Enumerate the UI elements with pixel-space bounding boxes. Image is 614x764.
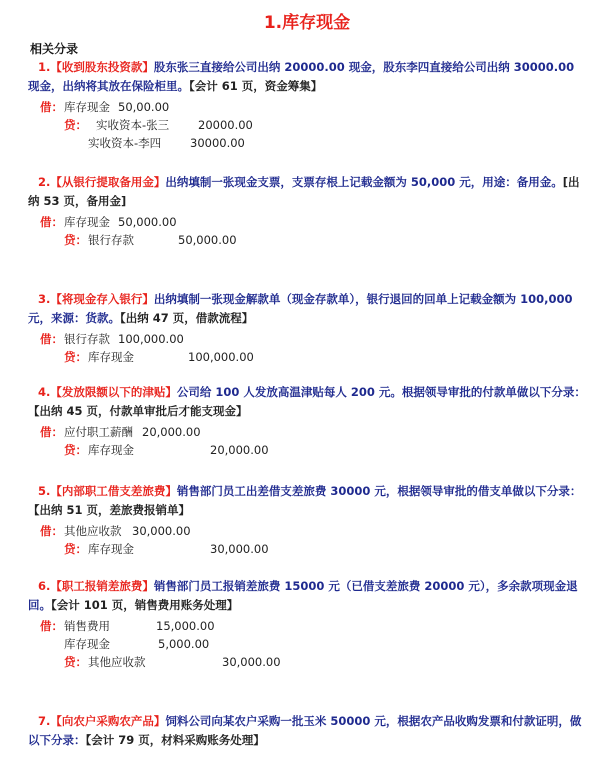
entry-reference: 【会计 61 页，资金筹集】 (189, 79, 323, 93)
debit-label: 借： (40, 425, 63, 439)
entry-7 (28, 712, 588, 750)
account-name: 库存现金 (88, 350, 134, 364)
entry-text: 销售部门员工出差借支差旅费 30000 元，根据领导审批的借支单做以下分录： (176, 484, 582, 498)
journal-line (28, 423, 588, 441)
entry-text: 股东张三直接给公司出纳 20000.00 现金，股东李四直接给公司出纳 30000.00 现金，出纳将其放在保险柜里。 (28, 60, 575, 93)
entry-reference: 【出纳 47 页，借款流程】 (120, 311, 254, 325)
entry-4 (28, 383, 588, 459)
entry-text: 出纳填制一张现金支票，支票存根上记载金额为 50,000 元，用途：备用金。 (165, 175, 563, 189)
account-name: 库存现金 (88, 542, 134, 556)
account-name: 库存现金 (88, 443, 134, 457)
debit-label: 借： (40, 332, 63, 346)
entry-1 (28, 58, 588, 152)
amount: 100,000.00 (118, 332, 184, 346)
entry-3 (28, 290, 588, 366)
journal-line (28, 617, 588, 635)
entry-7-description (28, 712, 588, 750)
entry-tag: 【向农户采购农产品】 (50, 714, 166, 728)
credit-label: 贷： (64, 233, 87, 247)
debit-label: 借： (40, 100, 63, 114)
journal-line (28, 98, 588, 116)
entry-text: 公司给 100 人发放高温津贴每人 200 元。根据领导审批的付款单做以下分录： (176, 385, 586, 399)
amount: 5,000.00 (158, 637, 210, 651)
credit-label: 贷： (64, 350, 87, 364)
amount: 50,000.00 (178, 233, 237, 247)
debit-label: 借： (40, 215, 63, 229)
entry-3-description (28, 290, 588, 328)
entry-number: 6. (38, 579, 51, 593)
amount: 15,000.00 (156, 619, 215, 633)
journal-line (28, 441, 588, 459)
entry-reference: 【会计 101 页，销售费用账务处理】 (51, 598, 239, 612)
page-title: 1.库存现金 (263, 13, 351, 33)
entry-6 (28, 577, 588, 671)
account-name: 销售费用 (64, 619, 110, 633)
journal-line (28, 348, 588, 366)
amount: 30000.00 (190, 136, 245, 150)
account-name: 实收资本-李四 (88, 136, 162, 150)
credit-label: 贷： (64, 118, 87, 132)
amount: 100,000.00 (188, 350, 254, 364)
journal-line (28, 134, 588, 152)
entry-tag: 【收到股东投资款】 (50, 60, 154, 74)
entry-number: 5. (38, 484, 51, 498)
amount: 30,000.00 (210, 542, 269, 556)
journal-line (28, 213, 588, 231)
entry-4-description (28, 383, 588, 421)
account-name: 银行存款 (64, 332, 110, 346)
account-name: 实收资本-张三 (96, 118, 170, 132)
entry-tag: 【发放限额以下的津贴】 (50, 385, 177, 399)
entry-number: 7. (38, 714, 51, 728)
entry-reference: 【出纳 45 页，付款单审批后才能支现金】 (28, 404, 248, 418)
debit-label: 借： (40, 524, 63, 538)
entry-reference: [出纳 53 页，备用金] (28, 175, 580, 208)
credit-label: 贷： (64, 655, 87, 669)
account-name: 库存现金 (64, 637, 110, 651)
credit-label: 贷： (64, 443, 87, 457)
amount: 20,000.00 (210, 443, 269, 457)
amount: 20,000.00 (142, 425, 201, 439)
journal-line (28, 522, 588, 540)
account-name: 其他应收款 (88, 655, 146, 669)
journal-line (28, 653, 588, 671)
account-name: 应付职工薪酬 (64, 425, 133, 439)
journal-line (28, 231, 588, 249)
account-name: 其他应收款 (64, 524, 122, 538)
amount: 20000.00 (198, 118, 253, 132)
journal-line (28, 540, 588, 558)
account-name: 库存现金 (64, 215, 110, 229)
amount: 50,00.00 (118, 100, 170, 114)
entry-6-description (28, 577, 588, 615)
entry-2 (28, 173, 588, 249)
amount: 50,000.00 (118, 215, 177, 229)
journal-line (28, 635, 588, 653)
entry-5 (28, 482, 588, 558)
journal-line (28, 330, 588, 348)
account-name: 银行存款 (88, 233, 134, 247)
entry-reference: 【出纳 51 页，差旅费报销单】 (28, 503, 191, 517)
entry-5-description (28, 482, 588, 520)
entry-2-description (28, 173, 588, 211)
entry-number: 4. (38, 385, 51, 399)
entry-text: 饲料公司向某农户采购一批玉米 50000 元，根据农产品收购发票和付款证明，做以下分录： (28, 714, 582, 747)
entry-tag: 【内部职工借支差旅费】 (50, 484, 177, 498)
entry-tag: 【将现金存入银行】 (50, 292, 154, 306)
entry-reference: 【会计 79 页，材料采购账务处理】 (85, 733, 265, 747)
amount: 30,000.00 (132, 524, 191, 538)
entry-text: 出纳填制一张现金解款单（现金存款单），银行退回的回单上记载金额为 100,000 元，来源：货款。 (28, 292, 573, 325)
debit-label: 借： (40, 619, 63, 633)
entry-tag: 【从银行提取备用金】 (50, 175, 166, 189)
section-label: 相关分录 (30, 42, 79, 56)
account-name: 库存现金 (64, 100, 110, 114)
entry-number: 3. (38, 292, 51, 306)
entry-text: 销售部门员工报销差旅费 15000 元（已借支差旅费 20000 元），多余款项现金退回。 (28, 579, 578, 612)
journal-line (28, 116, 588, 134)
entry-number: 1. (38, 60, 51, 74)
entry-tag: 【职工报销差旅费】 (50, 579, 154, 593)
entry-number: 2. (38, 175, 51, 189)
entry-1-description (28, 58, 588, 96)
amount: 30,000.00 (222, 655, 281, 669)
credit-label: 贷： (64, 542, 87, 556)
